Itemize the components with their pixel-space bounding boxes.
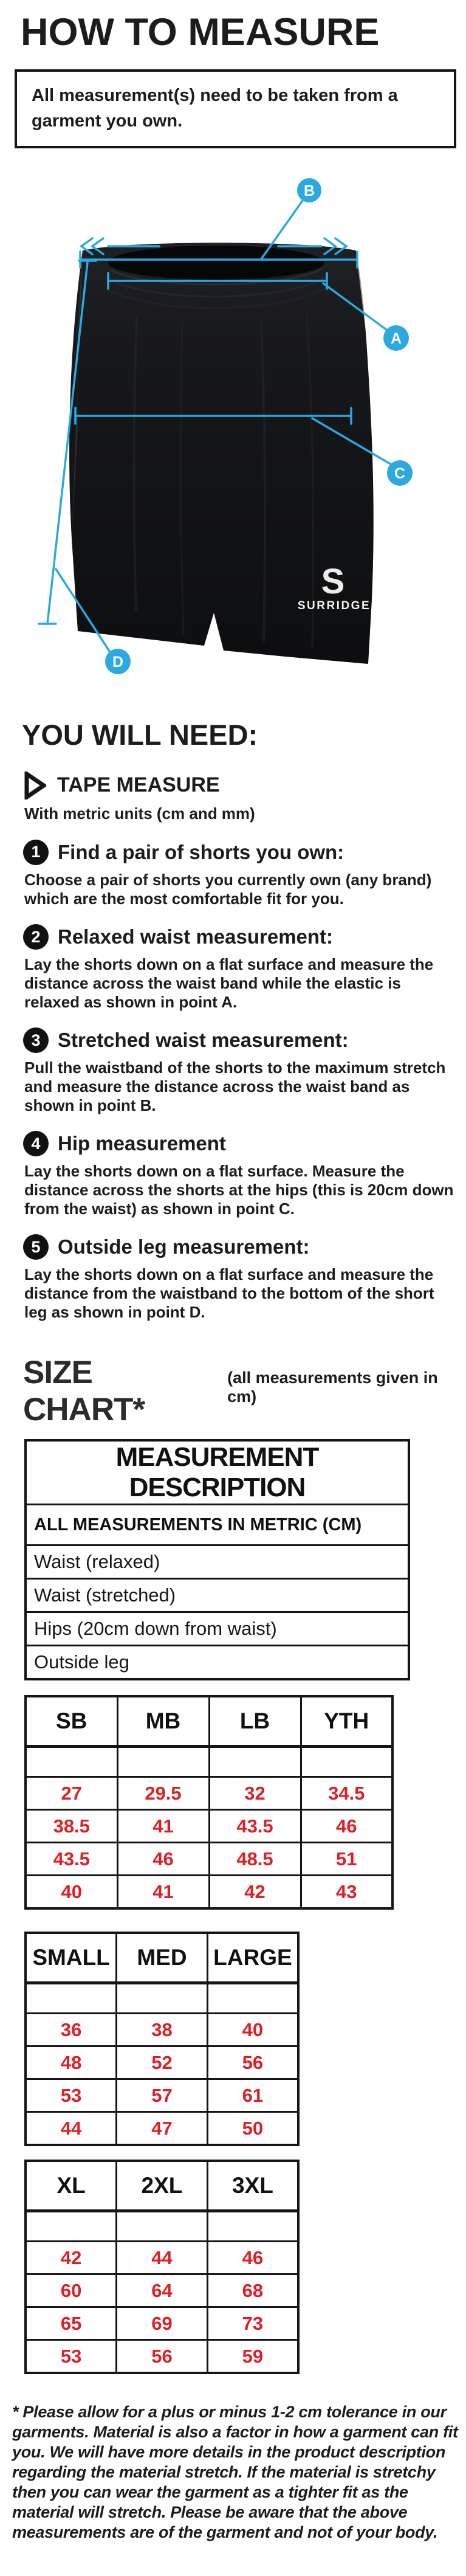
tape-measure-detail: With metric units (cm and mm) xyxy=(24,804,255,823)
step-5-body: Lay the shorts down on a flat surface and measure the distance from the waistband to the bottom of the short leg as shown in point D. xyxy=(24,1265,434,1321)
size-value: 57 xyxy=(117,2079,208,2112)
size-value: 68 xyxy=(207,2274,298,2307)
size-value: 41 xyxy=(117,1810,209,1843)
shorts-photo xyxy=(69,243,374,664)
step-5-header xyxy=(23,1234,466,1260)
size-value: 38.5 xyxy=(26,1810,117,1843)
step-number-badge: 3 xyxy=(23,1027,49,1053)
size-column-header: MED xyxy=(117,1933,208,1983)
step-number-badge: 4 xyxy=(23,1131,49,1156)
description-table-header: MEASUREMENT DESCRIPTION xyxy=(26,1440,409,1505)
size-value: 40 xyxy=(26,1876,117,1909)
size-value: 50 xyxy=(207,2112,298,2146)
measurement-row-label: Waist (stretched) xyxy=(26,1579,409,1612)
measurement-row-label: Outside leg xyxy=(26,1646,409,1680)
size-table-adult-small-large xyxy=(24,1932,300,2146)
point-c-label: C xyxy=(394,465,406,483)
size-value: 29.5 xyxy=(117,1777,209,1810)
size-column-header: SMALL xyxy=(26,1933,117,1983)
empty-cell xyxy=(207,2211,298,2242)
size-value: 32 xyxy=(209,1777,301,1810)
size-value: 40 xyxy=(207,2014,298,2046)
step-number-badge: 5 xyxy=(23,1234,49,1260)
step-5 xyxy=(0,1234,466,1321)
empty-cell xyxy=(301,1747,392,1777)
empty-cell xyxy=(207,1983,298,2014)
step-4-title: Hip measurement xyxy=(58,1132,226,1155)
measurement-description-table xyxy=(24,1439,410,1680)
shorts-figure-svg xyxy=(0,174,466,712)
size-value: 48 xyxy=(26,2046,117,2079)
table-row xyxy=(26,2161,298,2211)
size-column-header: MB xyxy=(117,1696,209,1747)
empty-cell xyxy=(209,1747,301,1777)
size-value: 41 xyxy=(117,1876,209,1909)
shorts-measurement-figure xyxy=(0,174,466,712)
size-value: 65 xyxy=(26,2307,117,2340)
spacer-row xyxy=(26,2211,298,2242)
tolerance-footnote: * Please allow for a plus or minus 1-2 cm tolerance in our garments. Material is also a factor in how a garment can fit you. We will have more details in the product description regarding the material stretch. If the material is stretchy then you can wear the garment as a tighter fit as the material will stretch. Please be aware that the above measurements are of the garment and not of your body. xyxy=(12,2403,458,2541)
table-row xyxy=(26,1612,409,1646)
you-will-need-heading: YOU WILL NEED: xyxy=(22,719,258,751)
spacer-row xyxy=(26,1747,392,1777)
table-row xyxy=(26,2340,298,2374)
size-column-header: 2XL xyxy=(117,2161,208,2211)
step-3-title: Stretched waist measurement: xyxy=(58,1029,349,1052)
brand-logo-text: SURRIDGE xyxy=(297,599,371,613)
size-value: 44 xyxy=(117,2242,208,2274)
spacer-row xyxy=(26,1983,298,2014)
table-row xyxy=(26,2046,298,2079)
table-row xyxy=(26,1876,392,1909)
size-value: 34.5 xyxy=(301,1777,392,1810)
size-value: 36 xyxy=(26,2014,117,2046)
size-value: 61 xyxy=(207,2079,298,2112)
tape-measure-icon xyxy=(24,772,46,799)
table-row xyxy=(26,2307,298,2340)
step-2-title: Relaxed waist measurement: xyxy=(58,925,334,948)
notice-text: All measurement(s) need to be taken from a garment you own. xyxy=(32,86,398,131)
measurement-row-label: Hips (20cm down from waist) xyxy=(26,1612,409,1646)
page-title: HOW TO MEASURE xyxy=(21,11,380,54)
empty-cell xyxy=(26,1747,117,1777)
size-value: 56 xyxy=(207,2046,298,2079)
table-row xyxy=(26,2242,298,2274)
size-value: 27 xyxy=(26,1777,117,1810)
table-row xyxy=(26,1440,409,1505)
size-value: 46 xyxy=(207,2242,298,2274)
size-value: 42 xyxy=(209,1876,301,1909)
step-number-badge: 1 xyxy=(23,840,49,865)
step-number-badge: 2 xyxy=(23,924,49,950)
size-table-adult-xl-3xl xyxy=(24,2160,300,2374)
table-row xyxy=(26,1579,409,1612)
size-value: 64 xyxy=(117,2274,208,2307)
table-row xyxy=(26,2079,298,2112)
table-row xyxy=(26,1545,409,1579)
empty-cell xyxy=(117,2211,208,2242)
size-column-header: 3XL xyxy=(207,2161,298,2211)
tape-measure-label: TAPE MEASURE xyxy=(57,773,220,797)
size-column-header: LARGE xyxy=(207,1933,298,1983)
step-5-title: Outside leg measurement: xyxy=(58,1235,310,1259)
empty-cell xyxy=(26,2211,117,2242)
table-row xyxy=(26,2274,298,2307)
brand-logo-glyph: S xyxy=(321,562,345,602)
table-row xyxy=(26,1777,392,1810)
size-value: 51 xyxy=(301,1843,392,1876)
table-row xyxy=(26,1505,409,1545)
table-row xyxy=(26,1810,392,1843)
size-value: 53 xyxy=(26,2340,117,2374)
table-row xyxy=(26,2112,298,2146)
step-4-body: Lay the shorts down on a flat surface. Measure the distance across the shorts at the hips (this is 20cm down from the waist) as shown in point C. xyxy=(24,1162,454,1218)
step-4-header xyxy=(23,1131,466,1156)
size-chart-title: SIZE CHART* xyxy=(23,1355,145,1428)
notice-box xyxy=(15,69,456,148)
size-column-header: SB xyxy=(26,1696,117,1747)
step-3-body: Pull the waistband of the shorts to the maximum stretch and measure the distance across the waist band as shown in point B. xyxy=(24,1058,446,1114)
size-column-header: YTH xyxy=(301,1696,392,1747)
tape-measure-row xyxy=(24,772,466,799)
table-row xyxy=(26,1646,409,1680)
table-row xyxy=(26,1933,298,1983)
step-2-header xyxy=(23,924,466,950)
point-b-label: B xyxy=(303,182,315,200)
size-value: 43.5 xyxy=(26,1843,117,1876)
step-2 xyxy=(0,924,466,1011)
step-4 xyxy=(0,1131,466,1218)
empty-cell xyxy=(117,1747,209,1777)
step-3-header xyxy=(23,1027,466,1053)
size-table-junior-youth xyxy=(24,1695,394,1910)
step-2-body: Lay the shorts down on a flat surface and measure the distance across the waist band while the elastic is relaxed as shown in point A. xyxy=(24,955,434,1011)
size-value: 38 xyxy=(117,2014,208,2046)
size-value: 46 xyxy=(117,1843,209,1876)
measurement-row-label: Waist (relaxed) xyxy=(26,1545,409,1579)
size-value: 44 xyxy=(26,2112,117,2146)
point-a-label: A xyxy=(390,330,402,348)
size-value: 73 xyxy=(207,2307,298,2340)
size-value: 59 xyxy=(207,2340,298,2374)
size-value: 47 xyxy=(117,2112,208,2146)
size-chart-subtitle: (all measurements given in cm) xyxy=(227,1369,438,1406)
size-column-header: LB xyxy=(209,1696,301,1747)
size-value: 52 xyxy=(117,2046,208,2079)
table-row xyxy=(26,2014,298,2046)
size-value: 56 xyxy=(117,2340,208,2374)
size-value: 46 xyxy=(301,1810,392,1843)
table-row xyxy=(26,1696,392,1747)
waist-opening xyxy=(108,246,324,280)
size-column-header: XL xyxy=(26,2161,117,2211)
table-row xyxy=(26,1843,392,1876)
step-1 xyxy=(0,840,466,908)
step-1-title: Find a pair of shorts you own: xyxy=(58,840,344,863)
size-value: 53 xyxy=(26,2079,117,2112)
empty-cell xyxy=(117,1983,208,2014)
point-d-label: D xyxy=(112,654,124,671)
size-value: 60 xyxy=(26,2274,117,2307)
empty-cell xyxy=(26,1983,117,2014)
size-value: 48.5 xyxy=(209,1843,301,1876)
step-1-body: Choose a pair of shorts you currently own (any brand) which are the most comfortable fit for you. xyxy=(24,870,432,908)
size-value: 42 xyxy=(26,2242,117,2274)
step-1-header xyxy=(23,840,466,865)
size-value: 43 xyxy=(301,1876,392,1909)
description-table-subheader: ALL MEASUREMENTS IN METRIC (CM) xyxy=(26,1505,409,1545)
step-3 xyxy=(0,1027,466,1114)
size-value: 43.5 xyxy=(209,1810,301,1843)
size-chart-header xyxy=(23,1354,466,1428)
size-value: 69 xyxy=(117,2307,208,2340)
